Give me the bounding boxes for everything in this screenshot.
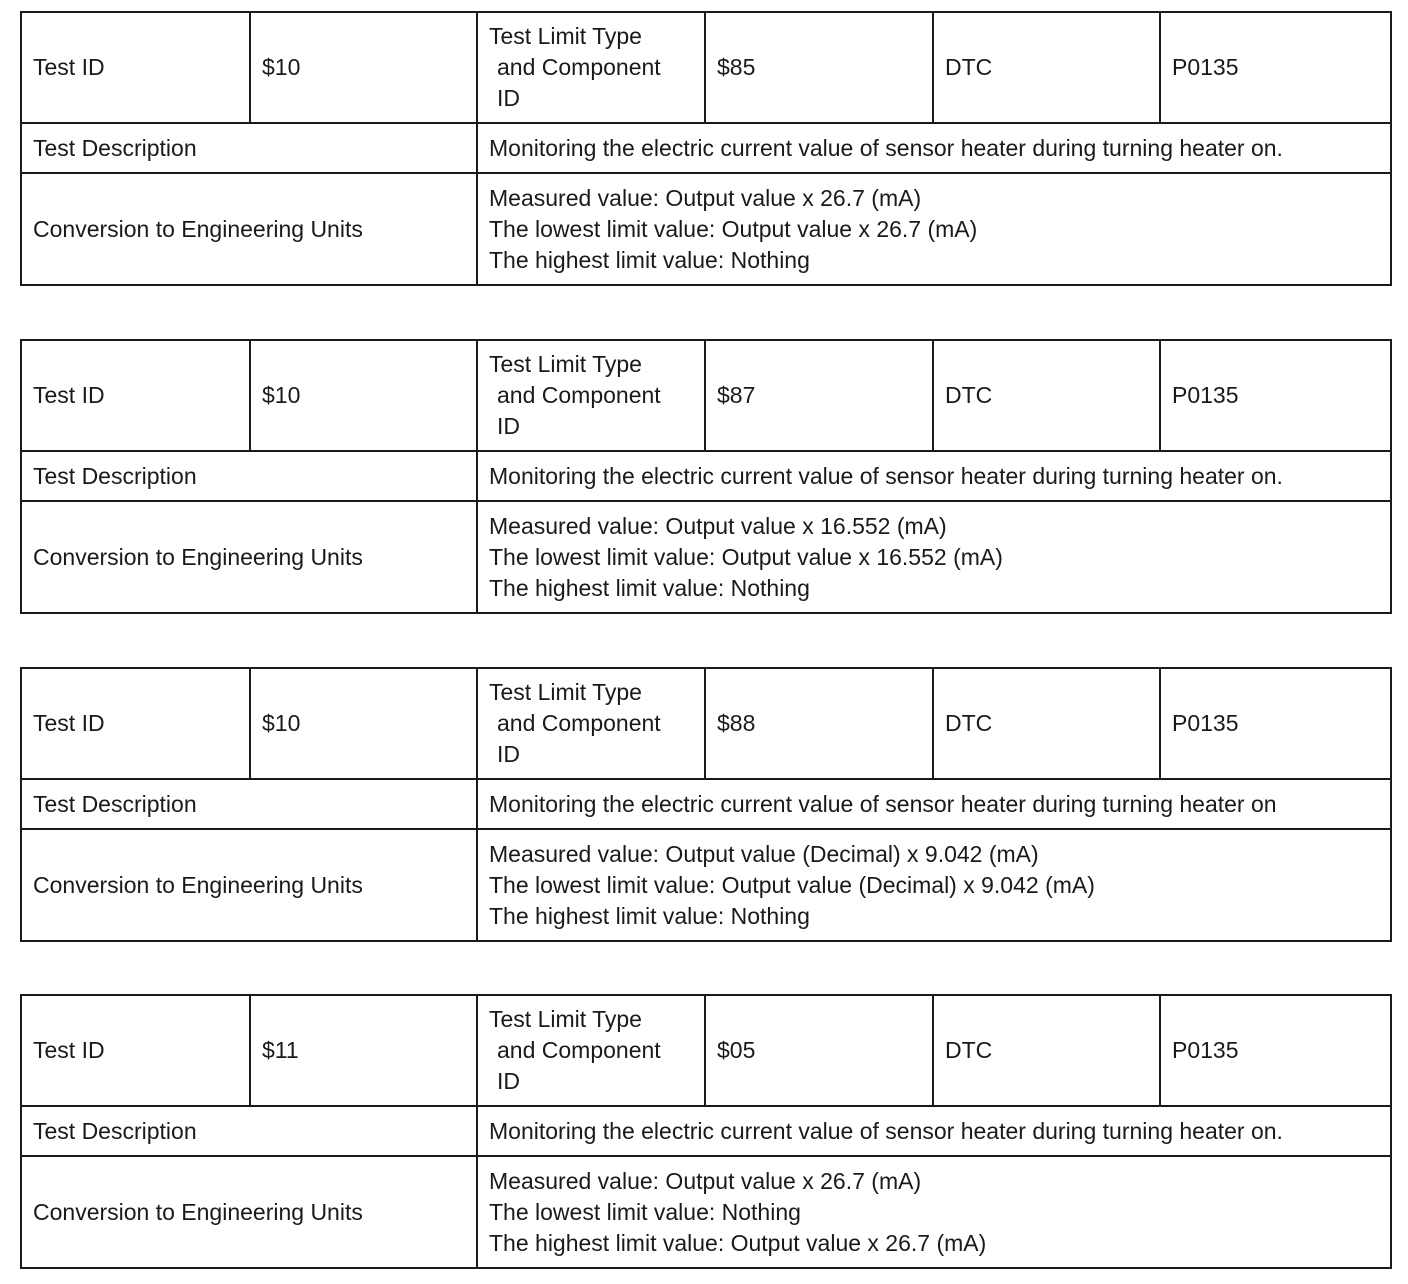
test-id-label: Test ID [21, 668, 250, 779]
test-description-label: Test Description [21, 123, 477, 173]
conversion-value [477, 173, 1391, 285]
conversion-line-lowest: The lowest limit value: Output value x 16.552 (mA) [489, 543, 1003, 570]
test-description-value: Monitoring the electric current value of sensor heater during turning heater on [477, 779, 1391, 829]
test-limit-type-label-line: and Component [497, 54, 661, 80]
conversion-value [477, 1156, 1391, 1268]
test-limit-type-label-line: and Component [497, 710, 661, 736]
test-limit-type-value: $88 [705, 668, 933, 779]
dtc-label: DTC [933, 340, 1160, 451]
conversion-label: Conversion to Engineering Units [21, 173, 477, 285]
conversion-line-measured: Measured value: Output value x 16.552 (mA) [489, 512, 947, 539]
test-limit-type-label [477, 12, 705, 123]
dtc-value: P0135 [1160, 995, 1391, 1106]
conversion-line-measured: Measured value: Output value x 26.7 (mA) [489, 1167, 922, 1194]
test-description-value: Monitoring the electric current value of sensor heater during turning heater on. [477, 451, 1391, 501]
conversion-value [477, 501, 1391, 613]
conversion-line-measured: Measured value: Output value x 26.7 (mA) [489, 184, 922, 211]
test-id-label: Test ID [21, 995, 250, 1106]
conversion-line-lowest: The lowest limit value: Output value (Decimal) x 9.042 (mA) [489, 871, 1095, 898]
test-id-value: $10 [250, 12, 477, 123]
dtc-label: DTC [933, 12, 1160, 123]
conversion-line-highest: The highest limit value: Output value x 26.7 (mA) [489, 1229, 987, 1256]
test-limit-type-label [477, 668, 705, 779]
test-limit-type-label-line: Test Limit Type [489, 23, 642, 49]
test-limit-type-label-line: ID [497, 1068, 520, 1094]
test-table-1 [20, 11, 1392, 286]
test-id-value: $11 [250, 995, 477, 1106]
test-limit-type-label-line: Test Limit Type [489, 679, 642, 705]
test-table-3 [20, 667, 1392, 942]
test-id-value: $10 [250, 340, 477, 451]
test-description-label: Test Description [21, 779, 477, 829]
test-limit-type-label-line: ID [497, 741, 520, 767]
test-description-label: Test Description [21, 1106, 477, 1156]
conversion-label: Conversion to Engineering Units [21, 1156, 477, 1268]
dtc-value: P0135 [1160, 340, 1391, 451]
conversion-line-highest: The highest limit value: Nothing [489, 574, 810, 601]
dtc-label: DTC [933, 995, 1160, 1106]
dtc-value: P0135 [1160, 12, 1391, 123]
test-limit-type-label-line: ID [497, 413, 520, 439]
test-limit-type-label [477, 340, 705, 451]
conversion-line-highest: The highest limit value: Nothing [489, 246, 810, 273]
conversion-line-lowest: The lowest limit value: Nothing [489, 1198, 801, 1225]
test-limit-type-value: $85 [705, 12, 933, 123]
test-limit-type-label-line: Test Limit Type [489, 1006, 642, 1032]
test-limit-type-label-line: Test Limit Type [489, 351, 642, 377]
dtc-label: DTC [933, 668, 1160, 779]
test-table-4 [20, 994, 1392, 1269]
test-limit-type-value: $87 [705, 340, 933, 451]
conversion-line-highest: The highest limit value: Nothing [489, 902, 810, 929]
conversion-label: Conversion to Engineering Units [21, 501, 477, 613]
dtc-value: P0135 [1160, 668, 1391, 779]
test-id-label: Test ID [21, 340, 250, 451]
conversion-value [477, 829, 1391, 941]
test-description-label: Test Description [21, 451, 477, 501]
test-description-value: Monitoring the electric current value of sensor heater during turning heater on. [477, 123, 1391, 173]
test-id-label: Test ID [21, 12, 250, 123]
conversion-line-measured: Measured value: Output value (Decimal) x 9.042 (mA) [489, 840, 1039, 867]
test-limit-type-label-line: ID [497, 85, 520, 111]
test-limit-type-value: $05 [705, 995, 933, 1106]
conversion-label: Conversion to Engineering Units [21, 829, 477, 941]
test-table-2 [20, 339, 1392, 614]
test-id-value: $10 [250, 668, 477, 779]
test-limit-type-label-line: and Component [497, 1037, 661, 1063]
test-limit-type-label-line: and Component [497, 382, 661, 408]
test-limit-type-label [477, 995, 705, 1106]
conversion-line-lowest: The lowest limit value: Output value x 26.7 (mA) [489, 215, 978, 242]
test-description-value: Monitoring the electric current value of sensor heater during turning heater on. [477, 1106, 1391, 1156]
